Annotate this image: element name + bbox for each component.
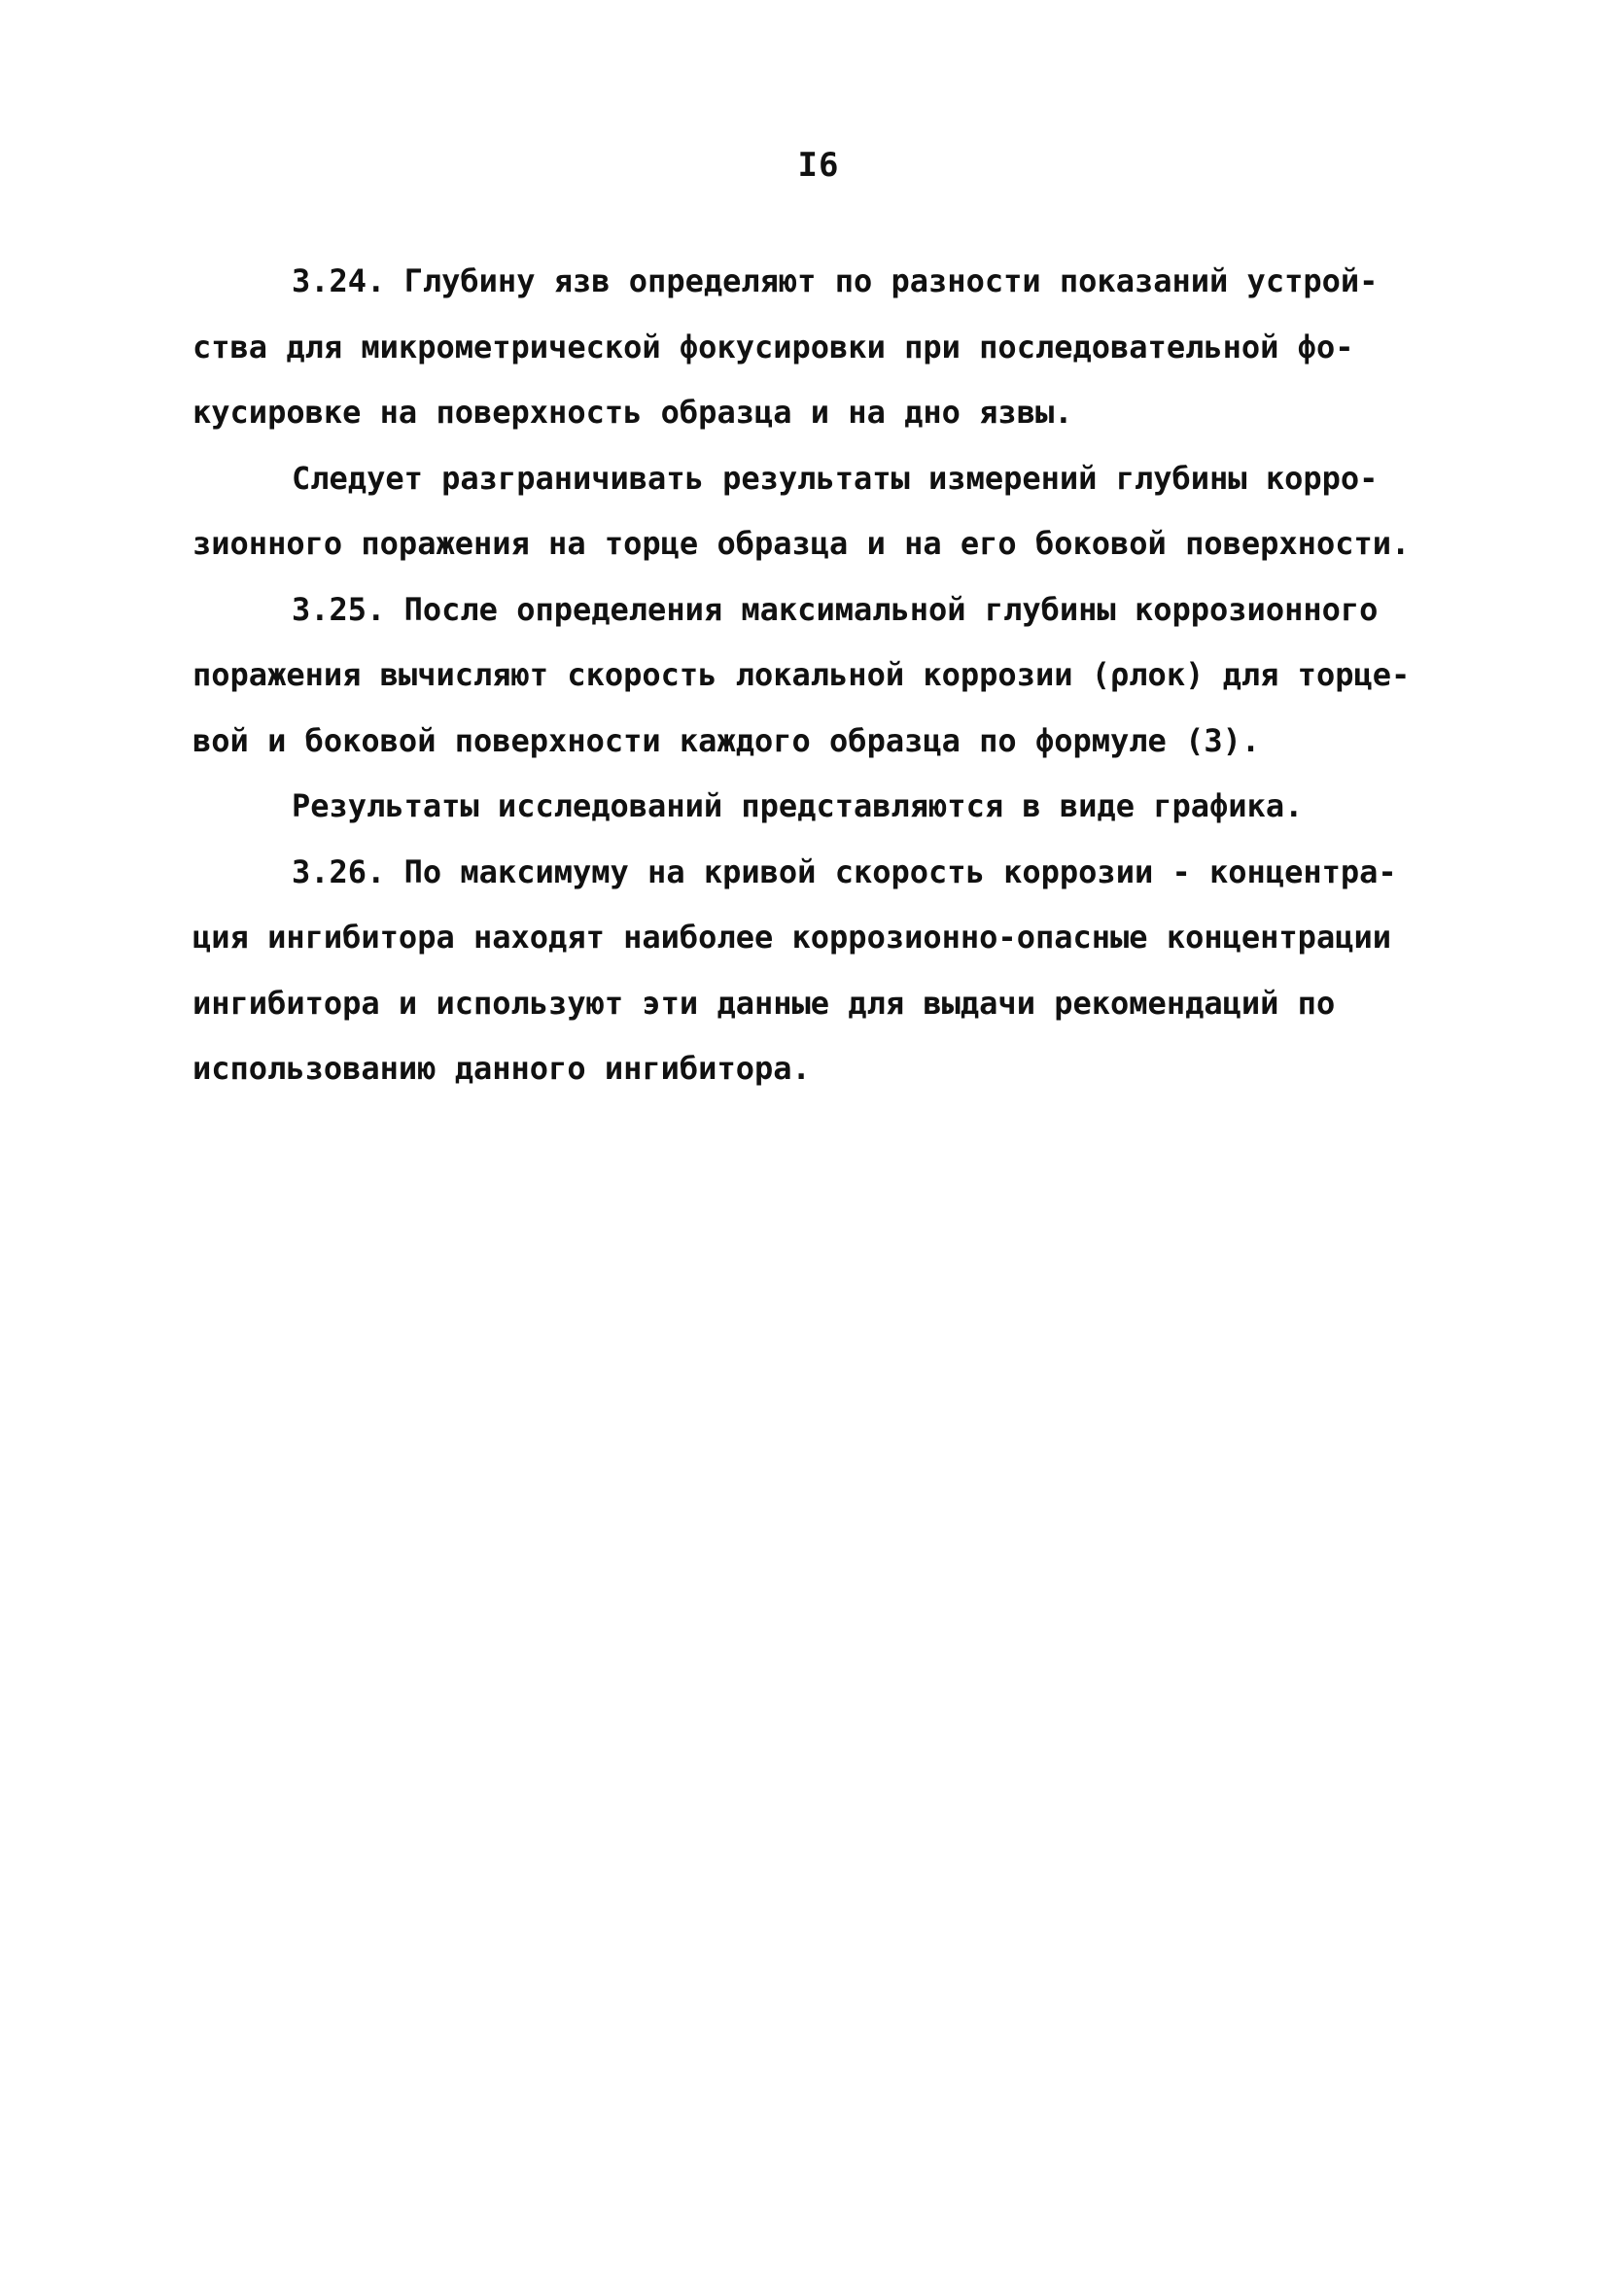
text-line: Следует разграничивать результаты измерений глубины корро-: [292, 459, 1379, 497]
text-line: кусировке на поверхность образца и на дно язвы.: [192, 394, 1073, 431]
text-line: 3.26. По максимуму на кривой скорость коррозии - концентра-: [292, 852, 1397, 890]
body-text: [192, 249, 1452, 1102]
text-line: 3.25. После определения максимальной глубины коррозионного: [292, 590, 1379, 628]
page-number: I6: [797, 146, 840, 185]
text-line: ция ингибитора находят наиболее коррозионно-опасные концентрации: [192, 919, 1391, 956]
text-line: ингибитора и используют эти данные для выдачи рекомендаций по: [192, 984, 1336, 1022]
text-line: зионного поражения на торце образца и на его боковой поверхности.: [192, 525, 1411, 562]
text-line: 3.24. Глубину язв определяют по разности показаний устрой-: [292, 262, 1379, 299]
text-line: вой и боковой поверхности каждого образца по формуле (3).: [192, 721, 1261, 759]
text-line: Результаты исследований представляются в виде графика.: [292, 787, 1304, 824]
text-line: поражения вычисляют скорость локальной коррозии (ρлок) для торце-: [192, 656, 1411, 693]
text-line: использованию данного ингибитора.: [192, 1050, 811, 1087]
text-line: ства для микрометрической фокусировки при последовательной фо-: [192, 328, 1354, 365]
